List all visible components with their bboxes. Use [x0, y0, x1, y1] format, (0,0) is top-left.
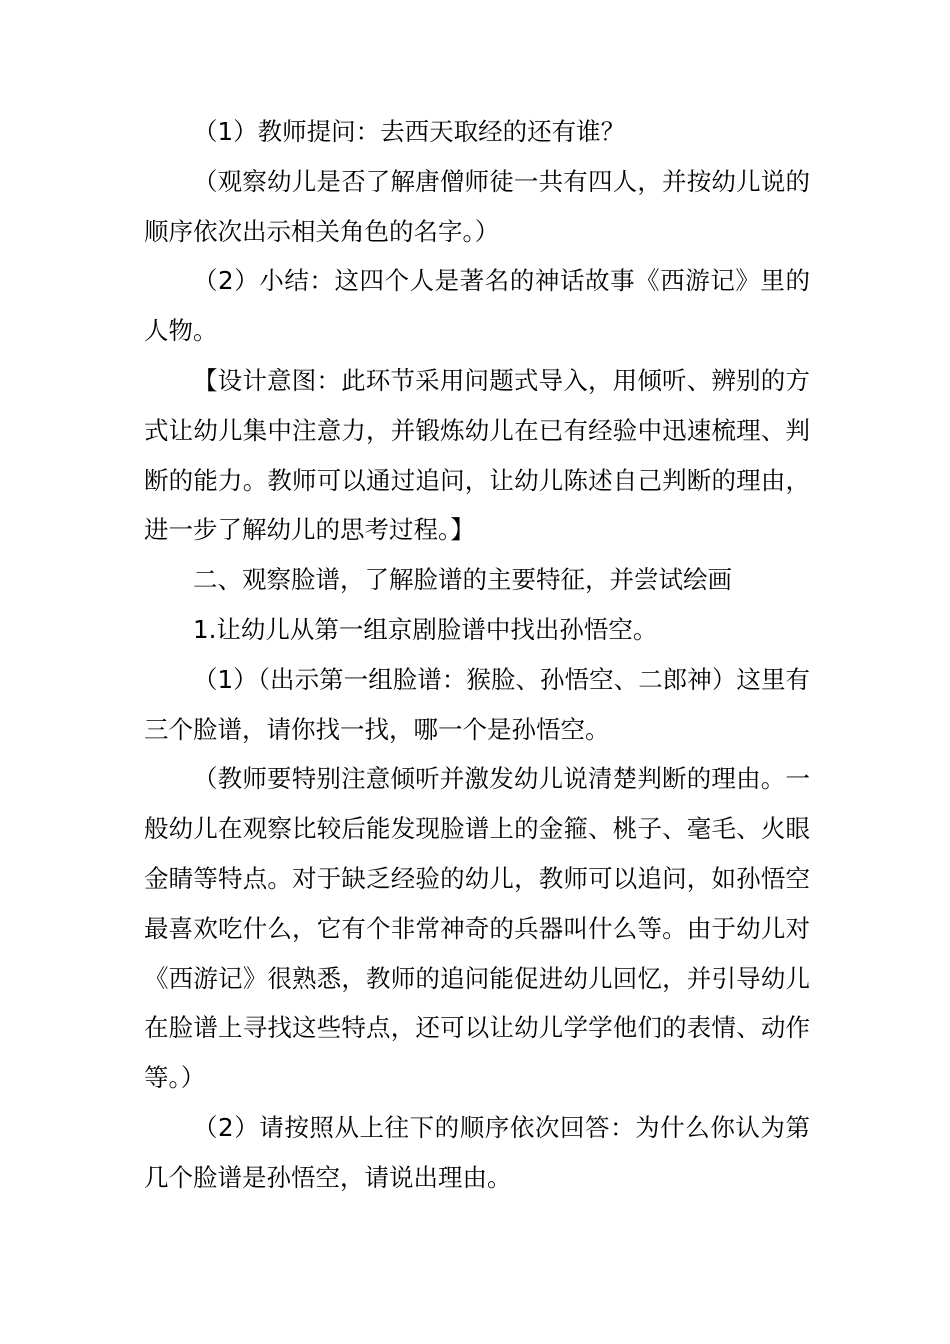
paragraph-step-1-sub-1: （1）（出示第一组脸谱：猴脸、孙悟空、二郎神）这里有三个脸谱，请你找一找，哪一个是孙悟空。 — [144, 664, 810, 744]
paragraph-step-1: 1.让幼儿从第一组京剧脸谱中找出孙悟空。 — [193, 614, 658, 644]
paragraph-question-1: （1）教师提问：去西天取经的还有谁？ — [193, 117, 626, 146]
paragraph-teacher-note: （教师要特别注意倾听并激发幼儿说清楚判断的理由。一般幼儿在观察比较后能发现脸谱上的金箍、桃子、毫毛、火眼金睛等特点。对于缺乏经验的幼儿，教师可以追问，如孙悟空最喜欢吃什么，它有个非常神奇的兵器叫什么等。由于幼儿对《西游记》很熟悉，教师的追问能促进幼儿回忆，并引导幼儿在脸谱上寻找这些特点，还可以让幼儿学学他们的表情、动作等。） — [144, 764, 810, 1093]
paragraph-step-1-sub-2: （2）请按照从上往下的顺序依次回答：为什么你认为第几个脸谱是孙悟空，请说出理由。 — [144, 1112, 810, 1192]
section-heading-2: 二、观察脸谱，了解脸谱的主要特征，并尝试绘画 — [193, 565, 732, 595]
paragraph-design-intent: 【设计意图：此环节采用问题式导入，用倾听、辨别的方式让幼儿集中注意力，并锻炼幼儿在已有经验中迅速梳理、判断的能力。教师可以通过追问，让幼儿陈述自己判断的理由，进一步了解幼儿的思考过程。】 — [144, 365, 810, 545]
paragraph-observation-note: （观察幼儿是否了解唐僧师徒一共有四人，并按幼儿说的顺序依次出示相关角色的名字。） — [144, 166, 810, 246]
document-page — [144, 107, 810, 1203]
paragraph-summary: （2）小结：这四个人是著名的神话故事《西游记》里的人物。 — [144, 266, 810, 346]
